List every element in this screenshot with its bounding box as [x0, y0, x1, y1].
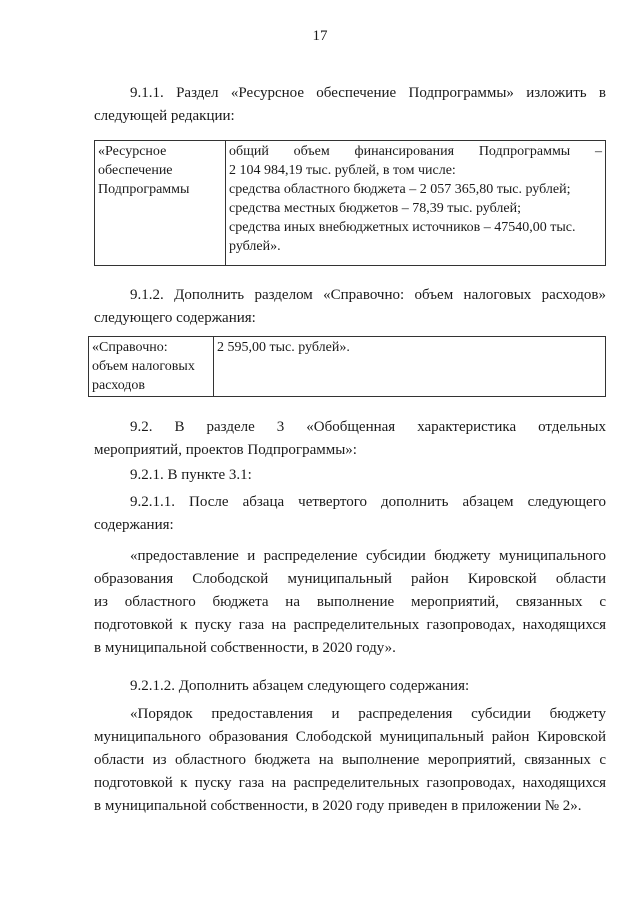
tax-expenses-table: [88, 336, 606, 397]
cell-line: 2 595,00 тыс. рублей».: [217, 340, 350, 355]
paragraph-line: следующего содержания:: [94, 310, 256, 326]
quote-paragraph-1: [94, 545, 606, 660]
paragraph-9-2-1-1: [94, 491, 606, 537]
tax-expenses-value-cell: [214, 337, 606, 397]
cell-line: объем налоговых: [92, 359, 195, 374]
cell-line: «Справочно:: [92, 340, 168, 355]
paragraph-line: «предоставление и распределение субсидии бюджету муниципального: [130, 548, 606, 564]
paragraph-line: содержания:: [94, 517, 174, 533]
paragraph-line: подготовкой к пуску газа на распределительных газопроводах, находящихся: [94, 775, 606, 791]
cell-line: расходов: [92, 378, 146, 393]
cell-line: общий объем финансирования Подпрограммы –: [229, 144, 602, 159]
paragraph-line: 9.2.1.2. Дополнить абзацем следующего содержания:: [130, 678, 470, 694]
paragraph-9-2-1: [94, 464, 606, 487]
cell-line: рублей».: [229, 239, 281, 254]
paragraph-line: «Порядок предоставления и распределения субсидии бюджету: [130, 706, 606, 722]
paragraph-line: подготовкой к пуску газа на распределительных газопроводах, находящихся: [94, 617, 606, 633]
cell-line: «Ресурсное: [98, 144, 167, 159]
paragraph-9-1-2: [94, 284, 606, 330]
cell-line: средства местных бюджетов – 78,39 тыс. рублей;: [229, 201, 521, 216]
paragraph-9-1-1: [94, 82, 606, 128]
paragraph-line: мероприятий, проектов Подпрограммы»:: [94, 442, 357, 458]
paragraph-line: в муниципальной собственности, в 2020 году приведен в приложении № 2».: [94, 798, 582, 814]
cell-line: 2 104 984,19 тыс. рублей, в том числе:: [229, 163, 456, 178]
paragraph-line: 9.2.1. В пункте 3.1:: [130, 467, 252, 483]
paragraph-line: 9.1.1. Раздел «Ресурсное обеспечение Подпрограммы» изложить в: [130, 85, 606, 101]
cell-line: средства областного бюджета – 2 057 365,80 тыс. рублей;: [229, 182, 571, 197]
paragraph-line: из областного бюджета на выполнение мероприятий, связанных с: [94, 594, 606, 610]
paragraph-line: образования Слободской муниципальный район Кировской области: [94, 571, 606, 587]
cell-line: обеспечение: [98, 163, 173, 178]
resource-table-value-cell: [226, 141, 606, 266]
cell-line: средства иных внебюджетных источников – 47540,00 тыс.: [229, 220, 576, 235]
paragraph-9-2: [94, 416, 606, 462]
page-number: 17: [312, 28, 328, 44]
resource-table: [94, 140, 606, 266]
quote-paragraph-2: [94, 703, 606, 818]
tax-expenses-label-cell: [89, 337, 214, 397]
paragraph-line: следующей редакции:: [94, 108, 235, 124]
paragraph-line: 9.2. В разделе 3 «Обобщенная характеристика отдельных: [130, 419, 606, 435]
paragraph-line: 9.2.1.1. После абзаца четвертого дополнить абзацем следующего: [130, 494, 606, 510]
paragraph-line: муниципального образования Слободской муниципальный район Кировской: [94, 729, 606, 745]
paragraph-line: в муниципальной собственности, в 2020 году».: [94, 640, 396, 656]
paragraph-9-2-1-2: [94, 675, 606, 698]
resource-table-label-cell: [95, 141, 226, 266]
paragraph-line: области из областного бюджета на выполнение мероприятий, связанных с: [94, 752, 606, 768]
paragraph-line: 9.1.2. Дополнить разделом «Справочно: объем налоговых расходов»: [130, 287, 606, 303]
cell-line: Подпрограммы: [98, 182, 190, 197]
